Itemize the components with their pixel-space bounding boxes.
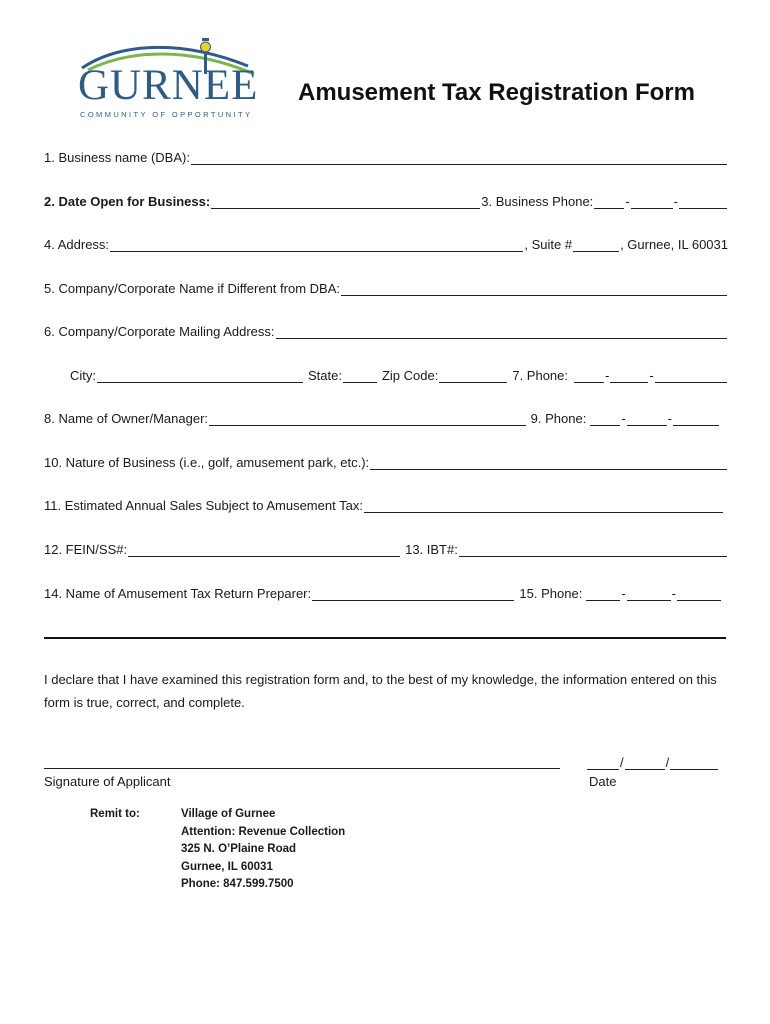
gurnee-logo <box>78 36 260 122</box>
input-suite[interactable] <box>573 238 619 252</box>
input-address[interactable] <box>110 238 523 252</box>
page-title: Amusement Tax Registration Form <box>298 79 695 106</box>
input-phone-9-line[interactable] <box>673 412 719 426</box>
remit-line: Gurnee, IL 60031 <box>181 860 273 873</box>
logo-wordmark: GURNEE <box>78 62 259 109</box>
label-owner: 8. Name of Owner/Manager: <box>44 411 209 426</box>
input-phone-9-prefix[interactable] <box>627 412 667 426</box>
input-state[interactable] <box>343 369 377 383</box>
phone-dash: - <box>649 368 654 383</box>
phone-dash: - <box>621 586 626 601</box>
declaration-text: I declare that I have examined this registration form and, to the best of my knowledge, the information entered on this form is true, correct, and complete. <box>44 672 717 710</box>
input-phone-7-line[interactable] <box>655 369 727 383</box>
signature-input[interactable] <box>44 768 560 769</box>
label-phone-9: 9. Phone: <box>530 411 587 426</box>
phone-dash: - <box>673 194 678 209</box>
field-mailing-address <box>44 321 728 339</box>
field-sales <box>44 495 724 513</box>
input-city[interactable] <box>97 369 303 383</box>
field-owner <box>44 408 720 426</box>
label-business-phone: 3. Business Phone: <box>481 194 594 209</box>
date-slash: / <box>620 755 624 770</box>
input-business-phone-line[interactable] <box>679 195 727 209</box>
input-zip[interactable] <box>439 369 507 383</box>
label-business-name: 1. Business name (DBA): <box>44 150 190 165</box>
label-preparer: 14. Name of Amusement Tax Return Preparer: <box>44 586 312 601</box>
phone-dash: - <box>667 411 672 426</box>
label-mailing-address: 6. Company/Corporate Mailing Address: <box>44 324 275 339</box>
label-suite: , Suite # <box>524 237 573 252</box>
section-divider <box>44 637 726 639</box>
label-state: State: <box>308 368 342 383</box>
label-address: 4. Address: <box>44 237 110 252</box>
remit-line: 325 N. O’Plaine Road <box>181 843 297 855</box>
field-address <box>44 234 728 252</box>
label-phone-15: 15. Phone: <box>519 586 583 601</box>
label-ibt: 13. IBT#: <box>405 542 458 557</box>
field-business-name <box>44 147 728 165</box>
input-date-month[interactable] <box>587 756 619 770</box>
input-sales[interactable] <box>364 499 723 513</box>
input-preparer[interactable] <box>312 587 514 601</box>
input-business-phone-area[interactable] <box>594 195 624 209</box>
signature-label: Signature of Applicant <box>44 774 171 789</box>
input-date-open[interactable] <box>211 195 480 209</box>
field-company-name <box>44 278 728 296</box>
input-company-name[interactable] <box>341 282 727 296</box>
field-preparer <box>44 583 722 601</box>
phone-dash: - <box>605 368 610 383</box>
input-phone-15-prefix[interactable] <box>627 587 671 601</box>
label-company-name: 5. Company/Corporate Name if Different from DBA: <box>44 281 340 296</box>
input-business-name[interactable] <box>191 151 727 165</box>
input-mailing-address[interactable] <box>276 325 727 339</box>
label-nature: 10. Nature of Business (i.e., golf, amusement park, etc.): <box>44 455 370 470</box>
input-business-phone-prefix[interactable] <box>631 195 673 209</box>
label-phone-7: 7. Phone: <box>512 368 568 383</box>
input-phone-7-area[interactable] <box>574 369 604 383</box>
field-date-open <box>44 191 728 209</box>
remit-line: Village of Gurnee <box>181 808 276 820</box>
input-phone-7-prefix[interactable] <box>610 369 648 383</box>
input-date-day[interactable] <box>625 756 665 770</box>
phone-dash: - <box>671 586 676 601</box>
input-phone-9-area[interactable] <box>590 412 620 426</box>
label-fein: 12. FEIN/SS#: <box>44 542 128 557</box>
phone-dash: - <box>625 194 630 209</box>
logo-tagline: COMMUNITY OF OPPORTUNITY <box>80 110 253 119</box>
input-phone-15-area[interactable] <box>586 587 620 601</box>
date-label: Date <box>589 774 617 789</box>
remit-line: Phone: 847.599.7500 <box>181 878 294 890</box>
input-fein[interactable] <box>128 543 400 557</box>
input-date-year[interactable] <box>670 756 718 770</box>
label-zip: Zip Code: <box>381 368 439 383</box>
input-ibt[interactable] <box>459 543 727 557</box>
input-owner[interactable] <box>209 412 526 426</box>
phone-dash: - <box>621 411 626 426</box>
date-slash: / <box>665 755 670 770</box>
label-city: City: <box>70 368 96 383</box>
label-date-open: 2. Date Open for Business: <box>44 194 211 209</box>
remit-line: Attention: Revenue Collection <box>181 825 346 838</box>
date-input-group <box>586 754 719 770</box>
field-nature <box>44 452 728 470</box>
field-city-line <box>70 365 728 383</box>
remit-label: Remit to: <box>90 808 140 820</box>
label-city-state-zip: , Gurnee, IL 60031 <box>620 237 728 252</box>
remit-address <box>181 806 345 894</box>
label-sales: 11. Estimated Annual Sales Subject to Amusement Tax: <box>44 498 363 513</box>
field-fein <box>44 539 728 557</box>
input-phone-15-line[interactable] <box>677 587 721 601</box>
input-nature[interactable] <box>370 456 727 470</box>
